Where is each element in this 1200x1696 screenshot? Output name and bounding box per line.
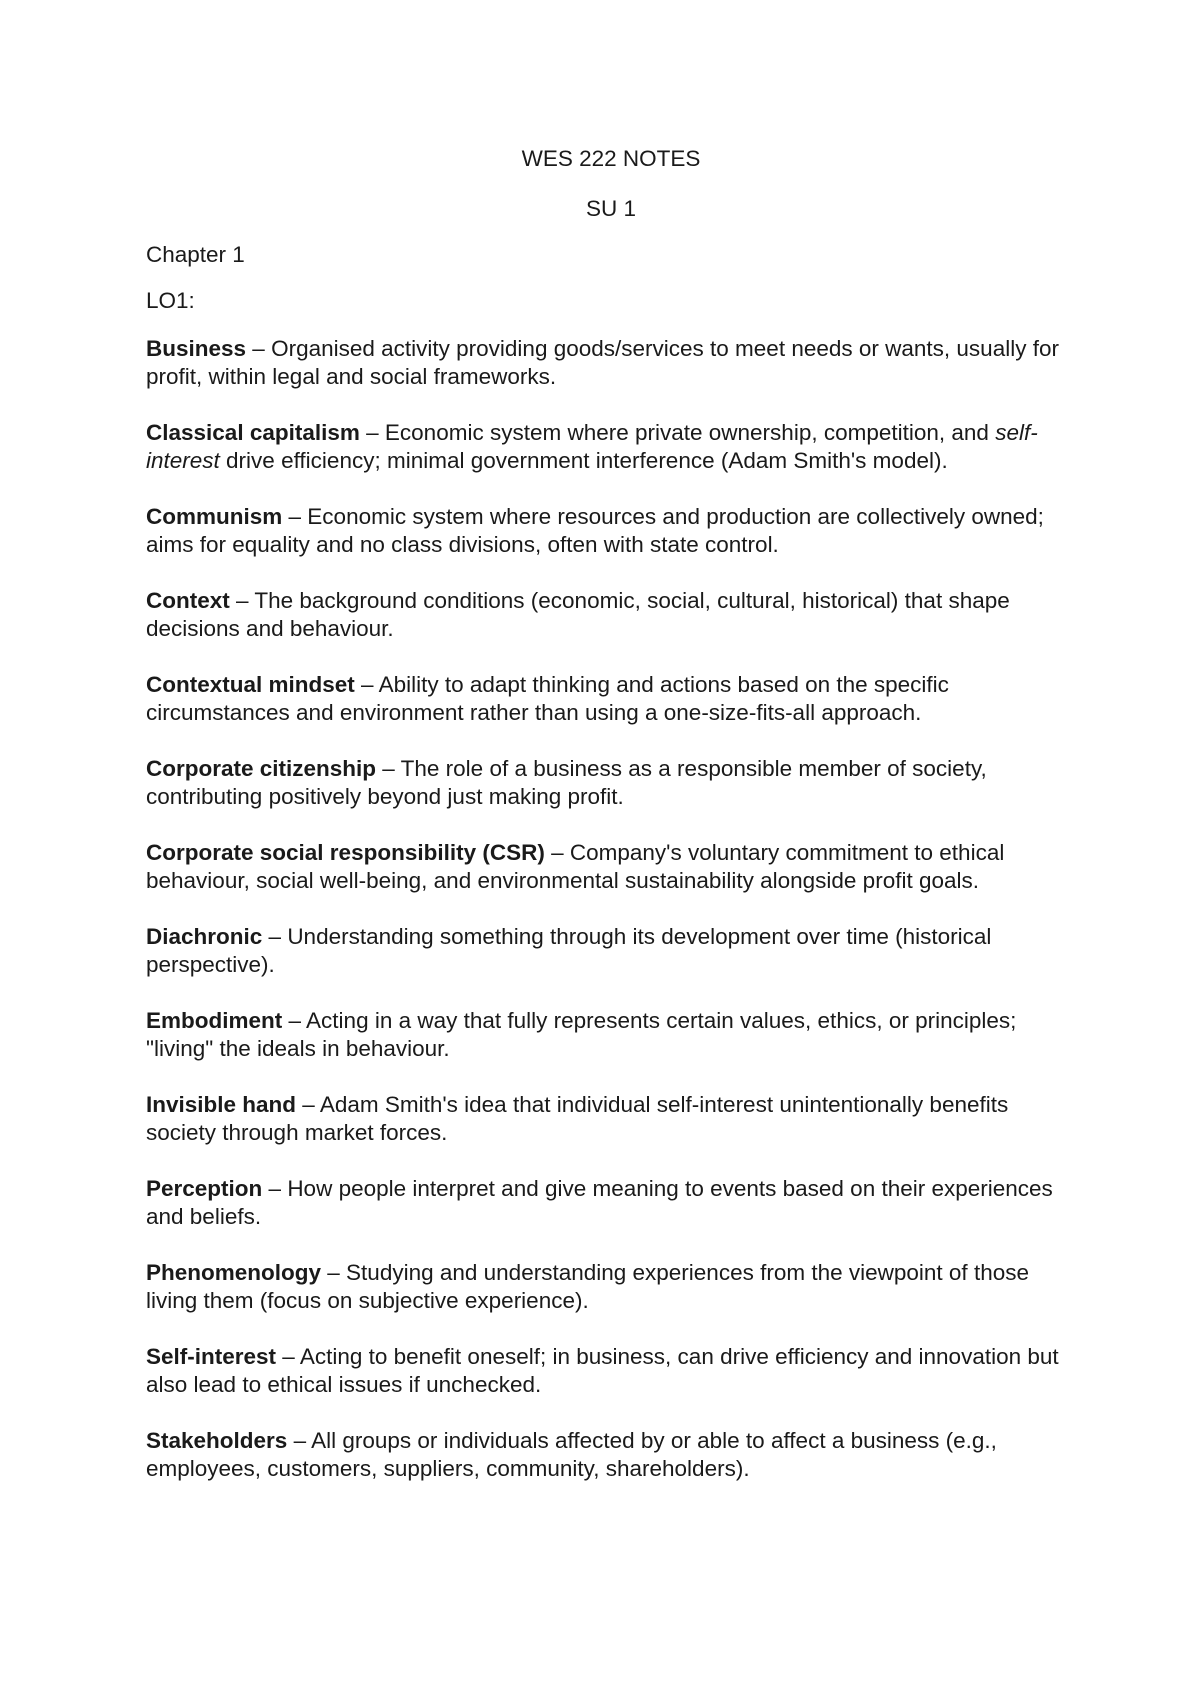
glossary-definition: How people interpret and give meaning to events based on their experiences and beliefs.: [146, 1176, 1053, 1229]
glossary-entry-contextual-mindset: [146, 671, 1076, 727]
glossary-dash: –: [359, 420, 385, 445]
glossary-definition: Studying and understanding experiences from the viewpoint of those living them (focus on subjective experience).: [146, 1260, 1029, 1313]
glossary-dash: –: [229, 588, 255, 613]
glossary-dash: –: [282, 1008, 307, 1033]
glossary-definition: Ability to adapt thinking and actions based on the specific circumstances and environment rather than using a one-size-fits-all approach.: [146, 672, 949, 725]
glossary-definition: Economic system where private ownership, competition, and: [384, 420, 996, 445]
glossary-entry-communism: [146, 503, 1076, 559]
glossary-definition: All groups or individuals affected by or able to affect a business (e.g., employees, customers, suppliers, community, shareholders).: [146, 1428, 997, 1481]
glossary-entry-corporate-citizenship: [146, 755, 1076, 811]
glossary-dash: –: [296, 1092, 320, 1117]
glossary-entry-context: [146, 587, 1076, 643]
glossary-definition: The background conditions (economic, social, cultural, historical) that shape decisions and behaviour.: [146, 588, 1010, 641]
glossary-definition: Acting to benefit oneself; in business, can drive efficiency and innovation but also lead to ethical issues if unchecked.: [146, 1344, 1059, 1397]
document-subtitle: SU 1: [585, 196, 637, 221]
glossary-dash: –: [282, 504, 308, 529]
glossary-entry-classical-capitalism: [146, 419, 1076, 475]
glossary-entry-stakeholders: [146, 1427, 1076, 1483]
glossary-term: Embodiment: [146, 1008, 283, 1033]
chapter-heading: Chapter 1: [146, 242, 245, 267]
glossary-dash: –: [262, 924, 288, 949]
glossary-dash: –: [246, 336, 272, 361]
glossary-term: Business: [146, 336, 247, 361]
glossary-dash: –: [544, 840, 570, 865]
glossary-entry-phenomenology: [146, 1259, 1076, 1315]
glossary-definition: Understanding something through its development over time (historical perspective).: [146, 924, 992, 977]
glossary-term: Contextual mindset: [146, 672, 355, 697]
glossary-definition: Organised activity providing goods/services to meet needs or wants, usually for profit, within legal and social frameworks.: [146, 336, 1059, 389]
glossary-term: Classical capitalism: [146, 420, 360, 445]
document-title: WES 222 NOTES: [521, 146, 701, 171]
learning-outcome-label: LO1:: [146, 288, 195, 313]
glossary-term: Context: [146, 588, 230, 613]
glossary-definition: Adam Smith's idea that individual self-interest unintentionally benefits society through market forces.: [146, 1092, 1009, 1145]
glossary-term: Phenomenology: [146, 1260, 322, 1285]
glossary-entry-perception: [146, 1175, 1076, 1231]
glossary-term: Perception: [146, 1176, 263, 1201]
glossary-term: Stakeholders: [146, 1428, 288, 1453]
glossary-term: Diachronic: [146, 924, 263, 949]
glossary-entry-csr: [146, 839, 1076, 895]
glossary-entry-diachronic: [146, 923, 1076, 979]
glossary-definition: The role of a business as a responsible member of society, contributing positively beyond just making profit.: [146, 756, 987, 809]
glossary-entry-embodiment: [146, 1007, 1076, 1063]
glossary-definition: Economic system where resources and production are collectively owned; aims for equality and no class divisions, often with state control.: [146, 504, 1044, 557]
glossary-dash: –: [354, 672, 379, 697]
glossary-dash: –: [262, 1176, 288, 1201]
glossary-entry-self-interest: [146, 1343, 1076, 1399]
glossary-entry-invisible-hand: [146, 1091, 1076, 1147]
glossary-term: Invisible hand: [146, 1092, 297, 1117]
glossary-definition-rest: drive efficiency; minimal government interference (Adam Smith's model).: [219, 448, 948, 473]
glossary-definition: Acting in a way that fully represents certain values, ethics, or principles; "living" the ideals in behaviour.: [146, 1008, 1017, 1061]
glossary-term: Corporate social responsibility (CSR): [146, 840, 545, 865]
document-content: [146, 145, 1076, 1511]
glossary-definition: Company's voluntary commitment to ethical behaviour, social well-being, and environmental sustainability alongside profit goals.: [146, 840, 1005, 893]
glossary-dash: –: [376, 756, 401, 781]
glossary-dash: –: [321, 1260, 347, 1285]
glossary-definition-italic: self-interest: [146, 420, 1038, 473]
glossary-term: Communism: [146, 504, 283, 529]
glossary-dash: –: [276, 1344, 300, 1369]
glossary-entry-business: [146, 335, 1076, 391]
glossary-term: Self-interest: [146, 1344, 277, 1369]
glossary-term: Corporate citizenship: [146, 756, 377, 781]
glossary-dash: –: [287, 1428, 312, 1453]
